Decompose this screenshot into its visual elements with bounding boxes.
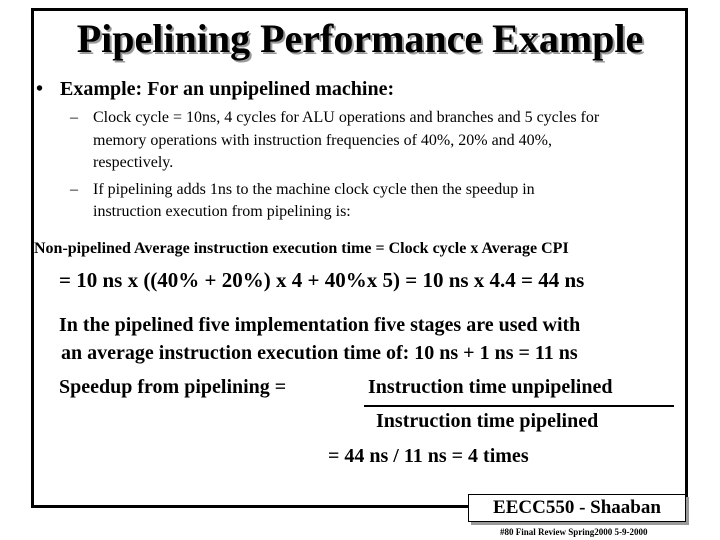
main-bullet-text: Example: For an unpipelined machine:: [60, 78, 395, 100]
cpi-calculation: = 10 ns x ((40% + 20%) x 4 + 40%x 5) = 10 ns x 4.4 = 44 ns: [59, 268, 585, 292]
sub-bullet-line: instruction execution from pipelining is:: [93, 203, 351, 220]
course-badge: EECC550 - Shaaban: [468, 494, 686, 522]
bullet-marker: •: [36, 78, 44, 100]
sub-bullet-line: memory operations with instruction frequencies of 40%, 20% and 40%,: [93, 132, 552, 149]
sub-bullet-marker: –: [70, 109, 78, 126]
speedup-result: = 44 ns / 11 ns = 4 times: [328, 445, 529, 467]
speedup-numerator: Instruction time unpipelined: [368, 376, 613, 398]
slide-footer-note: #80 Final Review Spring2000 5-9-2000: [500, 527, 648, 537]
main-bullet: [36, 76, 394, 102]
pipelined-line-2: an average instruction execution time of: 10 ns + 1 ns = 11 ns: [61, 342, 578, 364]
slide-title: Pipelining Performance Example: [76, 16, 644, 61]
pipelined-line-1: In the pipelined five implementation five stages are used with: [59, 314, 581, 336]
sub-bullet-line: If pipelining adds 1ns to the machine clock cycle then the speedup in: [93, 181, 535, 198]
sub-bullet-marker: –: [70, 181, 78, 198]
sub-bullet-line: respectively.: [93, 154, 174, 171]
cpi-formula: Non-pipelined Average instruction execution time = Clock cycle x Average CPI: [34, 240, 569, 257]
speedup-label: Speedup from pipelining =: [59, 376, 287, 398]
speedup-denominator: Instruction time pipelined: [376, 410, 599, 432]
sub-bullet-line: Clock cycle = 10ns, 4 cycles for ALU operations and branches and 5 cycles for: [93, 109, 600, 126]
